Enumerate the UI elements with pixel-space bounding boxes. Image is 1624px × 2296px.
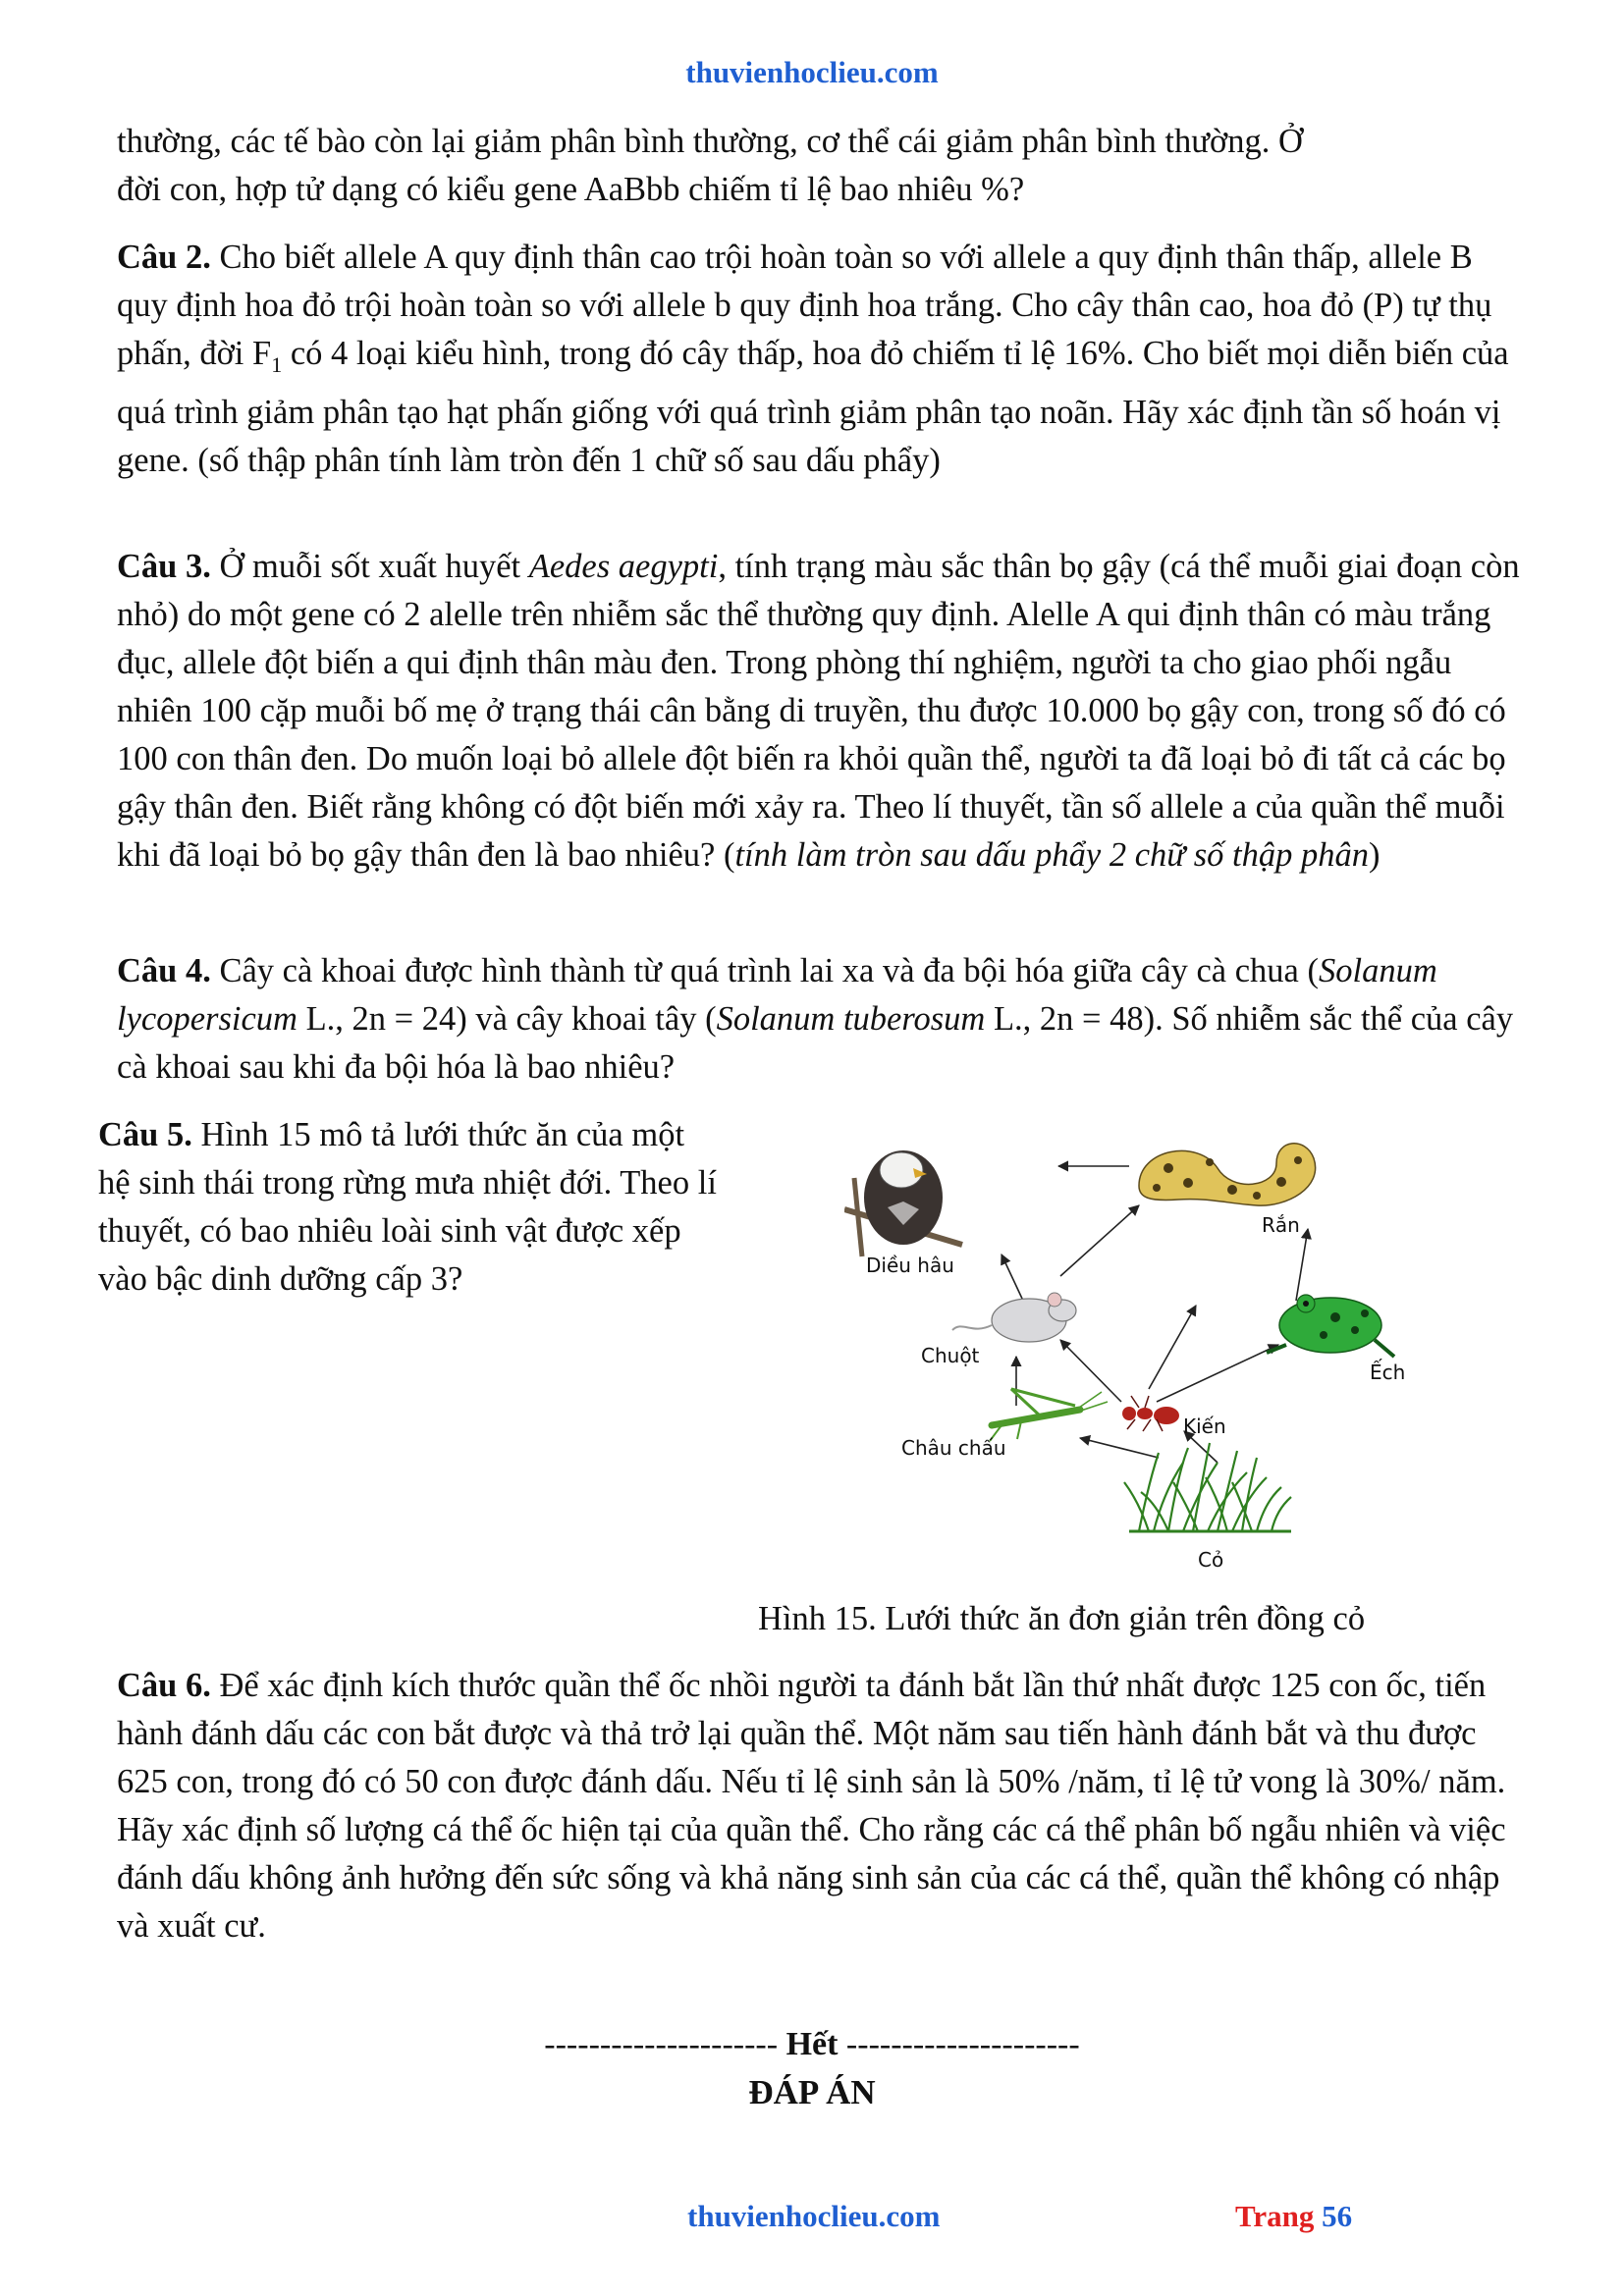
question-4-text-b: L., 2n = 24) và cây khoai tây ( xyxy=(297,1000,717,1038)
question-3-species: Aedes aegypti xyxy=(528,548,719,585)
arrow-ant-frog xyxy=(1157,1345,1278,1402)
arrow-ant-mouse xyxy=(1060,1340,1121,1402)
grass-icon xyxy=(1124,1443,1291,1531)
answer-title: ĐÁP ÁN xyxy=(748,2073,876,2111)
question-3-label: Câu 3. xyxy=(117,548,211,585)
arrow-grass-grasshopper xyxy=(1080,1438,1159,1458)
question-4 xyxy=(117,947,1521,1092)
question-2 xyxy=(117,234,1521,485)
question-5-label: Câu 5. xyxy=(98,1116,192,1153)
arrow-mouse-snake xyxy=(1060,1205,1139,1276)
question-2-text-b: có 4 loại kiểu hình, trong đó cây thấp, hoa đỏ chiếm tỉ lệ 16%. Cho biết mọi diễn biến của quá trình giảm phân tạo hạt phấn giống với quá trình giảm phân tạo noãn. Hãy xác định tần số hoán vị gene. (số thập phân tính làm tròn đến 1 chữ số sau dấu phẩy) xyxy=(117,335,1509,479)
arrow-frog-snake xyxy=(1296,1229,1308,1301)
label-mouse: Chuột xyxy=(921,1344,980,1367)
question-3-text-b: , tính trạng màu sắc thân bọ gậy (cá thể muỗi giai đoạn còn nhỏ) do một gene có 2 alelle trên nhiễm sắc thể thường quy định. Alelle A qui định thân có màu trắng đục, allele đột biến a qui định thân màu đen. Trong phòng thí nghiệm, người ta cho giao phối ngẫu nhiên 100 cặp muỗi bố mẹ ở trạng thái cân bằng di truyền, thu được 10.000 bọ gậy con, trong số đó có 100 con thân đen. Do muốn loại bỏ allele đột biến ra khỏi quần thể, người ta đã loại bỏ đi tất cả các bọ gậy thân đen. Biết rằng không có đột biến mới xảy ra. Theo lí thuyết, tần số allele a của quần thể muỗi khi đã loại bỏ bọ gậy thân đen là bao nhiêu? ( xyxy=(117,548,1520,874)
question-4-text-c: L., 2n = 48). Số nhiễm sắc thể của cây cà khoai sau khi đa bội hóa là bao nhiêu? xyxy=(117,1000,1514,1086)
end-dashes-right: --------------------- xyxy=(838,2026,1080,2062)
frog-icon xyxy=(1267,1295,1394,1357)
question-5-text: Hình 15 mô tả lưới thức ăn của một hệ sinh thái trong rừng mưa nhiệt đới. Theo lí thuyết, có bao nhiêu loài sinh vật được xếp vào bậc dinh dưỡng cấp 3? xyxy=(98,1116,717,1298)
label-ant: Kiến xyxy=(1183,1415,1226,1438)
question-4-species-2: Solanum tuberosum xyxy=(716,1000,986,1038)
intro-line-1: thường, các tế bào còn lại giảm phân bình thường, cơ thể cái giảm phân bình thường. Ở xyxy=(117,123,1303,160)
arrow-ant-snake xyxy=(1149,1306,1196,1389)
label-grasshopper: Châu chấu xyxy=(901,1436,1006,1460)
food-web-figure xyxy=(844,1139,1453,1580)
question-3-text-a: Ở muỗi sốt xuất huyết xyxy=(210,548,529,585)
question-2-text-a: Cho biết allele A quy định thân cao trội hoàn toàn so với allele a quy định thân thấp, allele B quy định hoa đỏ trội hoàn toàn so với allele b quy định hoa trắng. Cho cây thân cao, hoa đỏ (P) tự thụ phấn, đời F xyxy=(117,239,1492,372)
figure-caption: Hình 15. Lưới thức ăn đơn giản trên đồng cỏ xyxy=(758,1600,1366,1637)
question-4-species-1: Solanum lycopersicum xyxy=(117,952,1437,1038)
question-2-label: Câu 2. xyxy=(117,239,211,276)
hawk-icon xyxy=(844,1150,962,1256)
label-grass: Cỏ xyxy=(1198,1548,1224,1572)
ant-icon xyxy=(1122,1396,1179,1431)
page-number-value: 56 xyxy=(1322,2199,1353,2233)
footer-site-link[interactable]: thuvienhoclieu.com xyxy=(687,2199,941,2233)
end-dashes-left: --------------------- xyxy=(544,2026,786,2062)
label-hawk: Diều hâu xyxy=(866,1254,954,1277)
page-number xyxy=(1235,2199,1352,2234)
question-3-note: tính làm tròn sau dấu phẩy 2 chữ số thập phân xyxy=(734,836,1370,874)
header-site-link[interactable]: thuvienhoclieu.com xyxy=(685,55,939,89)
question-2-subscript: 1 xyxy=(271,351,283,377)
question-4-label: Câu 4. xyxy=(117,952,211,989)
page-label: Trang xyxy=(1235,2199,1323,2233)
intro-line-2: đời con, hợp tử dạng có kiểu gene AaBbb chiếm tỉ lệ bao nhiêu %? xyxy=(117,171,1025,208)
question-5 xyxy=(98,1111,717,1304)
grasshopper-icon xyxy=(990,1389,1108,1441)
question-6-text: Để xác định kích thước quần thể ốc nhồi người ta đánh bắt lần thứ nhất được 125 con ốc, tiến hành đánh dấu các con bắt được và thả trở lại quần thể. Một năm sau tiến hành đánh bắt và thu được 625 con, trong đó có 50 con được đánh dấu. Nếu tỉ lệ sinh sản là 50% /năm, tỉ lệ tử vong là 30%/ năm. Hãy xác định số lượng cá thể ốc hiện tại của quần thể. Cho rằng các cá thể phân bố ngẫu nhiên và việc đánh dấu không ảnh hưởng đến sức sống và khả năng sinh sản của các cá thể, quần thể không có nhập và xuất cư. xyxy=(117,1667,1506,1945)
mouse-icon xyxy=(952,1293,1076,1342)
intro-paragraph xyxy=(117,118,1521,214)
question-6-label: Câu 6. xyxy=(117,1667,211,1704)
arrow-mouse-hawk xyxy=(1001,1255,1023,1301)
label-frog: Ếch xyxy=(1370,1361,1406,1384)
question-3 xyxy=(117,543,1521,880)
question-3-text-c: ) xyxy=(1369,836,1380,874)
question-6 xyxy=(117,1662,1521,1950)
question-4-text-a: Cây cà khoai được hình thành từ quá trình lai xa và đa bội hóa giữa cây cà chua ( xyxy=(210,952,1319,989)
snake-icon xyxy=(1139,1144,1316,1205)
label-snake: Rắn xyxy=(1262,1213,1300,1237)
end-marker xyxy=(0,2026,1624,2063)
end-word: Hết xyxy=(785,2026,839,2062)
